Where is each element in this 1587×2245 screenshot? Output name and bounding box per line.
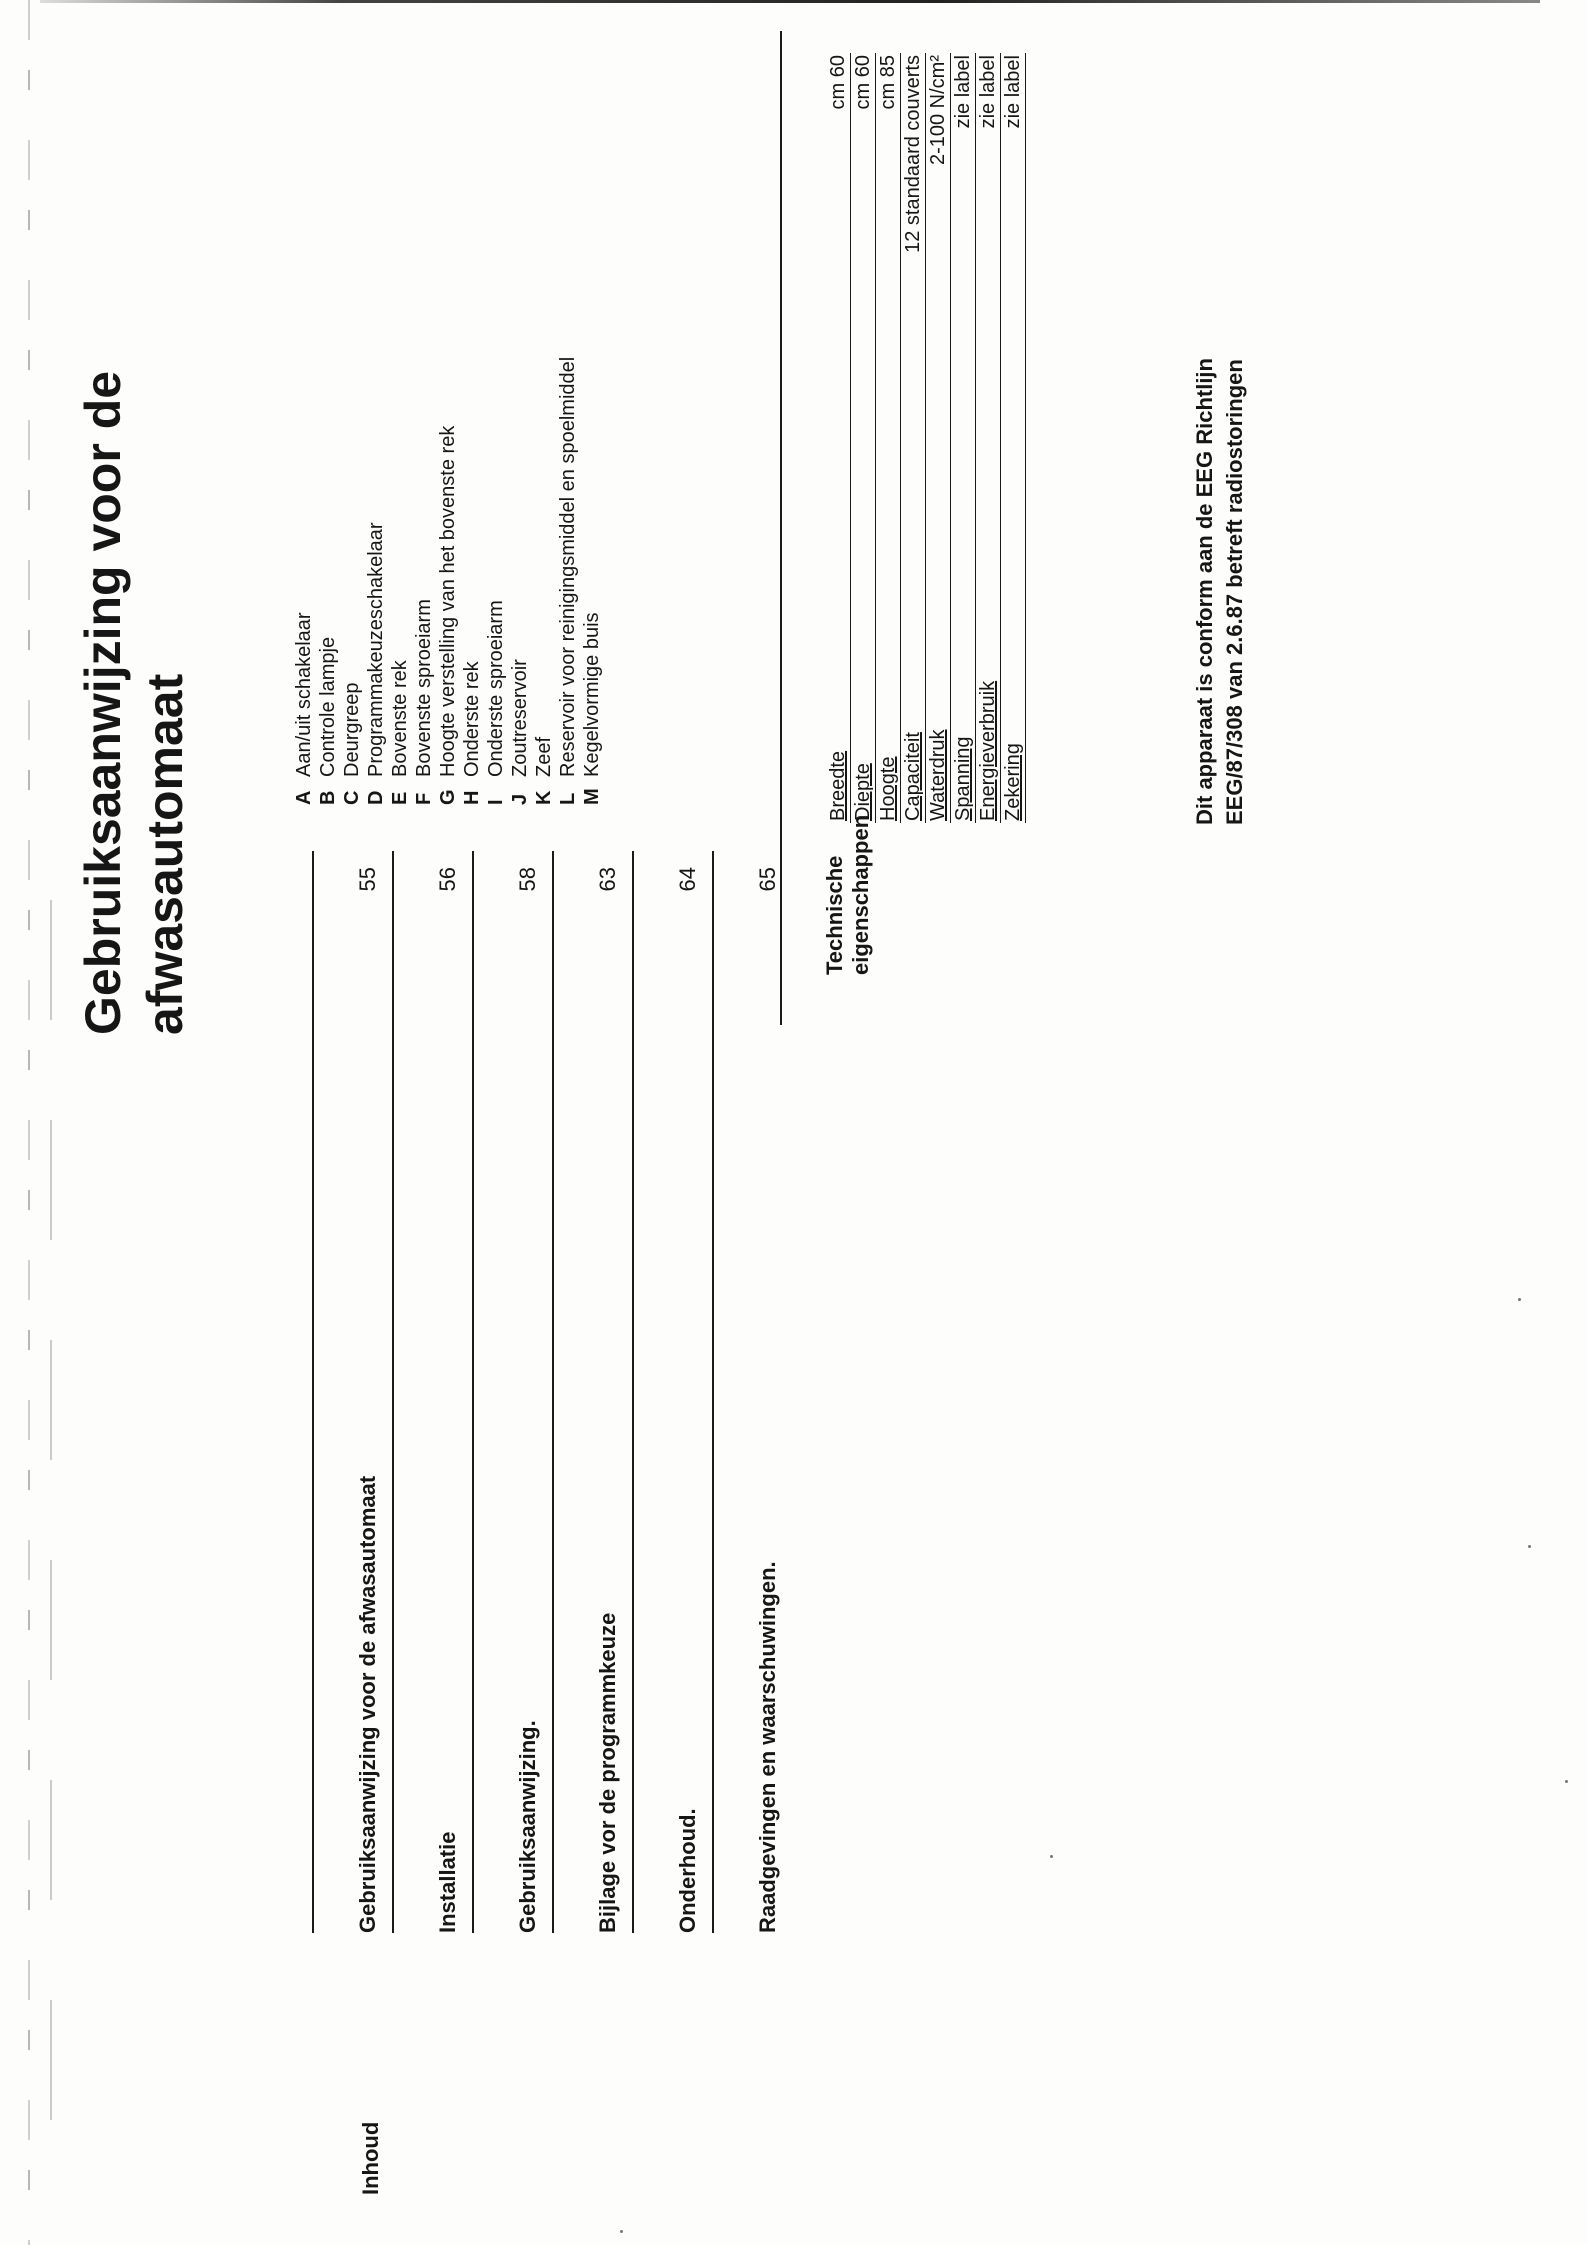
spec-divider (780, 31, 782, 1025)
part-label: Onderste sproeiarm (485, 600, 507, 777)
list-item (532, 357, 556, 805)
part-letter: G (437, 789, 459, 805)
spec-value: 2-100 N/cm² (926, 53, 951, 549)
spec-label: Capaciteit (901, 549, 926, 823)
table-row (901, 53, 926, 823)
page-title-line: afwasautomaat (137, 673, 193, 1035)
part-label: Deurgreep (341, 682, 363, 777)
toc-entry-title: Raadgevingen en waarschuwingen. (755, 1561, 780, 1933)
part-letter: A (293, 790, 315, 805)
part-letter: E (389, 791, 411, 805)
spec-value: cm 85 (876, 53, 901, 549)
list-item (316, 357, 340, 805)
page-title (72, 75, 196, 1035)
spec-heading-line: Technische (822, 855, 847, 975)
toc-entry-page: 55 (355, 867, 380, 892)
part-letter: B (317, 790, 339, 805)
part-letter: K (533, 790, 555, 805)
spec-label: Hoogte (876, 549, 901, 823)
part-label: Onderste rek (461, 661, 483, 777)
toc-entry-title: Gebruiksaanwijzing. (515, 1720, 540, 1933)
spec-label: Waterdruk (926, 549, 951, 823)
toc-entry[interactable] (392, 851, 472, 1933)
part-label: Zeef (533, 736, 555, 777)
toc-entry[interactable] (472, 851, 552, 1933)
spec-value: zie label (951, 53, 976, 549)
toc-entry[interactable] (552, 851, 632, 1933)
part-letter: C (341, 790, 363, 805)
part-letter: I (485, 799, 507, 805)
toc-divider (632, 851, 634, 1933)
spec-value: cm 60 (826, 53, 851, 549)
toc-entry[interactable] (312, 851, 392, 1933)
spec-value: zie label (1001, 53, 1026, 549)
list-item (484, 357, 508, 805)
spec-label: Zekering (1001, 549, 1026, 823)
conformity-note-line: EEG/87/308 van 2.6.87 betreft radiostoringen (1222, 359, 1247, 825)
table-row (926, 53, 951, 823)
part-letter: J (509, 793, 531, 805)
spec-value: zie label (976, 53, 1001, 549)
toc-divider (312, 851, 314, 1933)
spec-label: Spanning (951, 549, 976, 823)
list-item (364, 357, 388, 805)
part-label: Controle lampje (317, 636, 339, 777)
spec-table (826, 53, 1026, 823)
table-row (951, 53, 976, 823)
conformity-note (1190, 125, 1250, 825)
spec-label: Energieverbruik (976, 549, 1001, 823)
part-label: Aan/uit schakelaar (293, 612, 315, 777)
toc-heading: Inhoud (358, 2121, 383, 2195)
toc-entry-page: 58 (515, 867, 540, 892)
part-label: Programmakeuzeschakelaar (365, 522, 387, 777)
list-item (580, 357, 604, 805)
toc-entry-title: Gebruiksaanwijzing voor de afwasautomaat (355, 1475, 380, 1933)
part-label: Kegelvormige buis (581, 612, 603, 777)
toc-entry-page: 63 (595, 867, 620, 892)
part-label: Zoutreservoir (509, 659, 531, 777)
part-label: Bovenste rek (389, 660, 411, 777)
table-row (976, 53, 1001, 823)
spec-heading-line: eigenschappen (848, 814, 873, 975)
list-item (460, 357, 484, 805)
table-row (1001, 53, 1026, 823)
part-letter: M (581, 788, 603, 805)
part-label: Reservoir voor reinigingsmiddel en spoelmiddel (557, 356, 579, 777)
conformity-note-line: Dit apparaat is conform aan de EEG Richtlijn (1192, 358, 1217, 825)
toc-entry-page: 56 (435, 867, 460, 892)
part-label: Hoogte verstelling van het bovenste rek (437, 425, 459, 777)
spec-label: Breedte (826, 549, 851, 823)
spec-label: Diepte (851, 549, 876, 823)
list-item (508, 357, 532, 805)
list-item (340, 357, 364, 805)
spec-value: 12 standaard couverts (901, 53, 926, 549)
list-item (292, 357, 316, 805)
list-item (412, 357, 436, 805)
toc-entry-title: Installatie (435, 1831, 460, 1933)
parts-list (292, 357, 604, 805)
part-letter: F (413, 792, 435, 805)
list-item (388, 357, 412, 805)
part-letter: L (557, 792, 579, 805)
table-row (851, 53, 876, 823)
spec-value: cm 60 (851, 53, 876, 549)
toc-entry[interactable] (632, 851, 712, 1933)
toc-entry-page: 64 (675, 867, 700, 892)
toc-divider (392, 851, 394, 1933)
part-letter: H (461, 790, 483, 805)
list-item (436, 357, 460, 805)
toc-divider (712, 851, 714, 1933)
toc-entry-title: Onderhoud. (675, 1808, 700, 1933)
table-row (826, 53, 851, 823)
toc-divider (552, 851, 554, 1933)
part-letter: D (365, 790, 387, 805)
toc-entry-title: Bijlage vor de programmkeuze (595, 1612, 620, 1933)
page-title-line: Gebruiksaanwijzing voor de (75, 370, 131, 1035)
toc-entry-page: 65 (755, 867, 780, 892)
list-item (556, 357, 580, 805)
part-label: Bovenste sproeiarm (413, 599, 435, 777)
toc-divider (472, 851, 474, 1933)
table-row (876, 53, 901, 823)
